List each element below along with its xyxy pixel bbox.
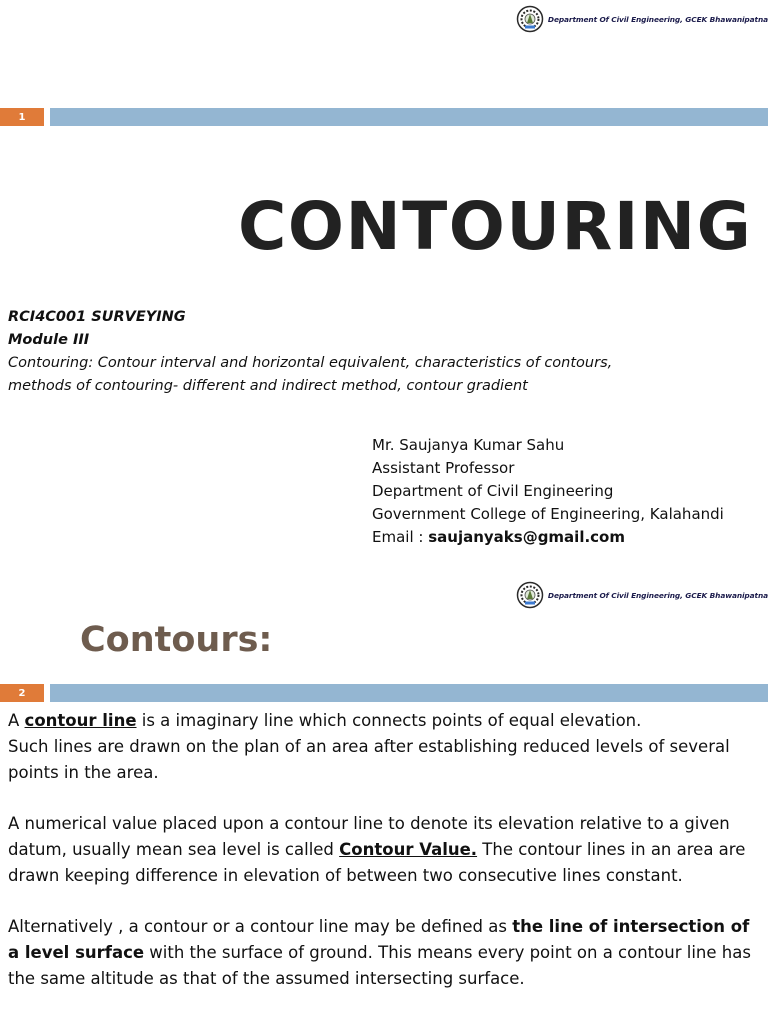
text-span: The contour lines in an area are drawn keeping difference in elevation of between two consecutive lines constant. (8, 839, 746, 885)
email-label: Email : (372, 528, 429, 546)
department-label: Department Of Civil Engineering, GCEK Bhawanipatna (547, 590, 768, 600)
text-span: Such lines are drawn on the plan of an area after establishing reduced levels of several points in the area. (8, 736, 730, 782)
college-emblem-icon (516, 581, 544, 609)
slide-number: 2 (0, 684, 44, 702)
module-label: Module III (8, 332, 90, 348)
text-span: with the surface of ground. This means every point on a contour line has the same altitude as that of the assumed intersecting surface. (8, 943, 751, 988)
topics-line-1: Contouring: Contour interval and horizontal equivalent, characteristics of contours, (8, 355, 613, 371)
course-code: RCI4C001 SURVEYING (8, 309, 186, 325)
course-info (8, 306, 748, 398)
paragraph-3 (8, 914, 760, 991)
author-department: Department of Civil Engineering (372, 482, 614, 500)
term-contour-value: Contour Value. (339, 839, 478, 859)
term-line-of-intersection: the line of intersection of a level surface (8, 917, 750, 963)
header-logo (516, 4, 768, 34)
email-address: saujanyaks@gmail.com (428, 528, 625, 546)
slide-body (8, 708, 760, 1018)
paragraph-2 (8, 811, 760, 888)
header-logo (516, 580, 768, 610)
paragraph-1 (8, 708, 760, 785)
accent-bar (50, 108, 768, 126)
slide-number-bar (0, 108, 768, 126)
text-span: is a imaginary line which connects points of equal elevation. (136, 711, 642, 730)
slide-title: CONTOURING (238, 188, 753, 265)
slide-title: Contours: (80, 620, 273, 660)
department-label: Department Of Civil Engineering, GCEK Bhawanipatna (547, 14, 768, 24)
slide-2 (0, 576, 768, 1024)
text-span: A numerical value placed upon a contour line to denote its elevation relative to a given datum, usually mean sea level is called (8, 814, 730, 859)
author-college: Government College of Engineering, Kalahandi (372, 505, 724, 523)
slide-number: 1 (0, 108, 44, 126)
text-span: Alternatively , a contour or a contour line may be defined as (8, 917, 513, 937)
college-emblem-icon (516, 5, 544, 33)
author-info (372, 434, 724, 549)
author-email-line (372, 526, 724, 549)
author-name: Mr. Saujanya Kumar Sahu (372, 436, 565, 454)
term-contour-line: contour line (24, 711, 137, 730)
slide-number-bar (0, 684, 768, 702)
author-designation: Assistant Professor (372, 459, 515, 477)
topics-line-2: methods of contouring- different and indirect method, contour gradient (8, 378, 528, 394)
text-span: A (8, 711, 25, 730)
accent-bar (50, 684, 768, 702)
